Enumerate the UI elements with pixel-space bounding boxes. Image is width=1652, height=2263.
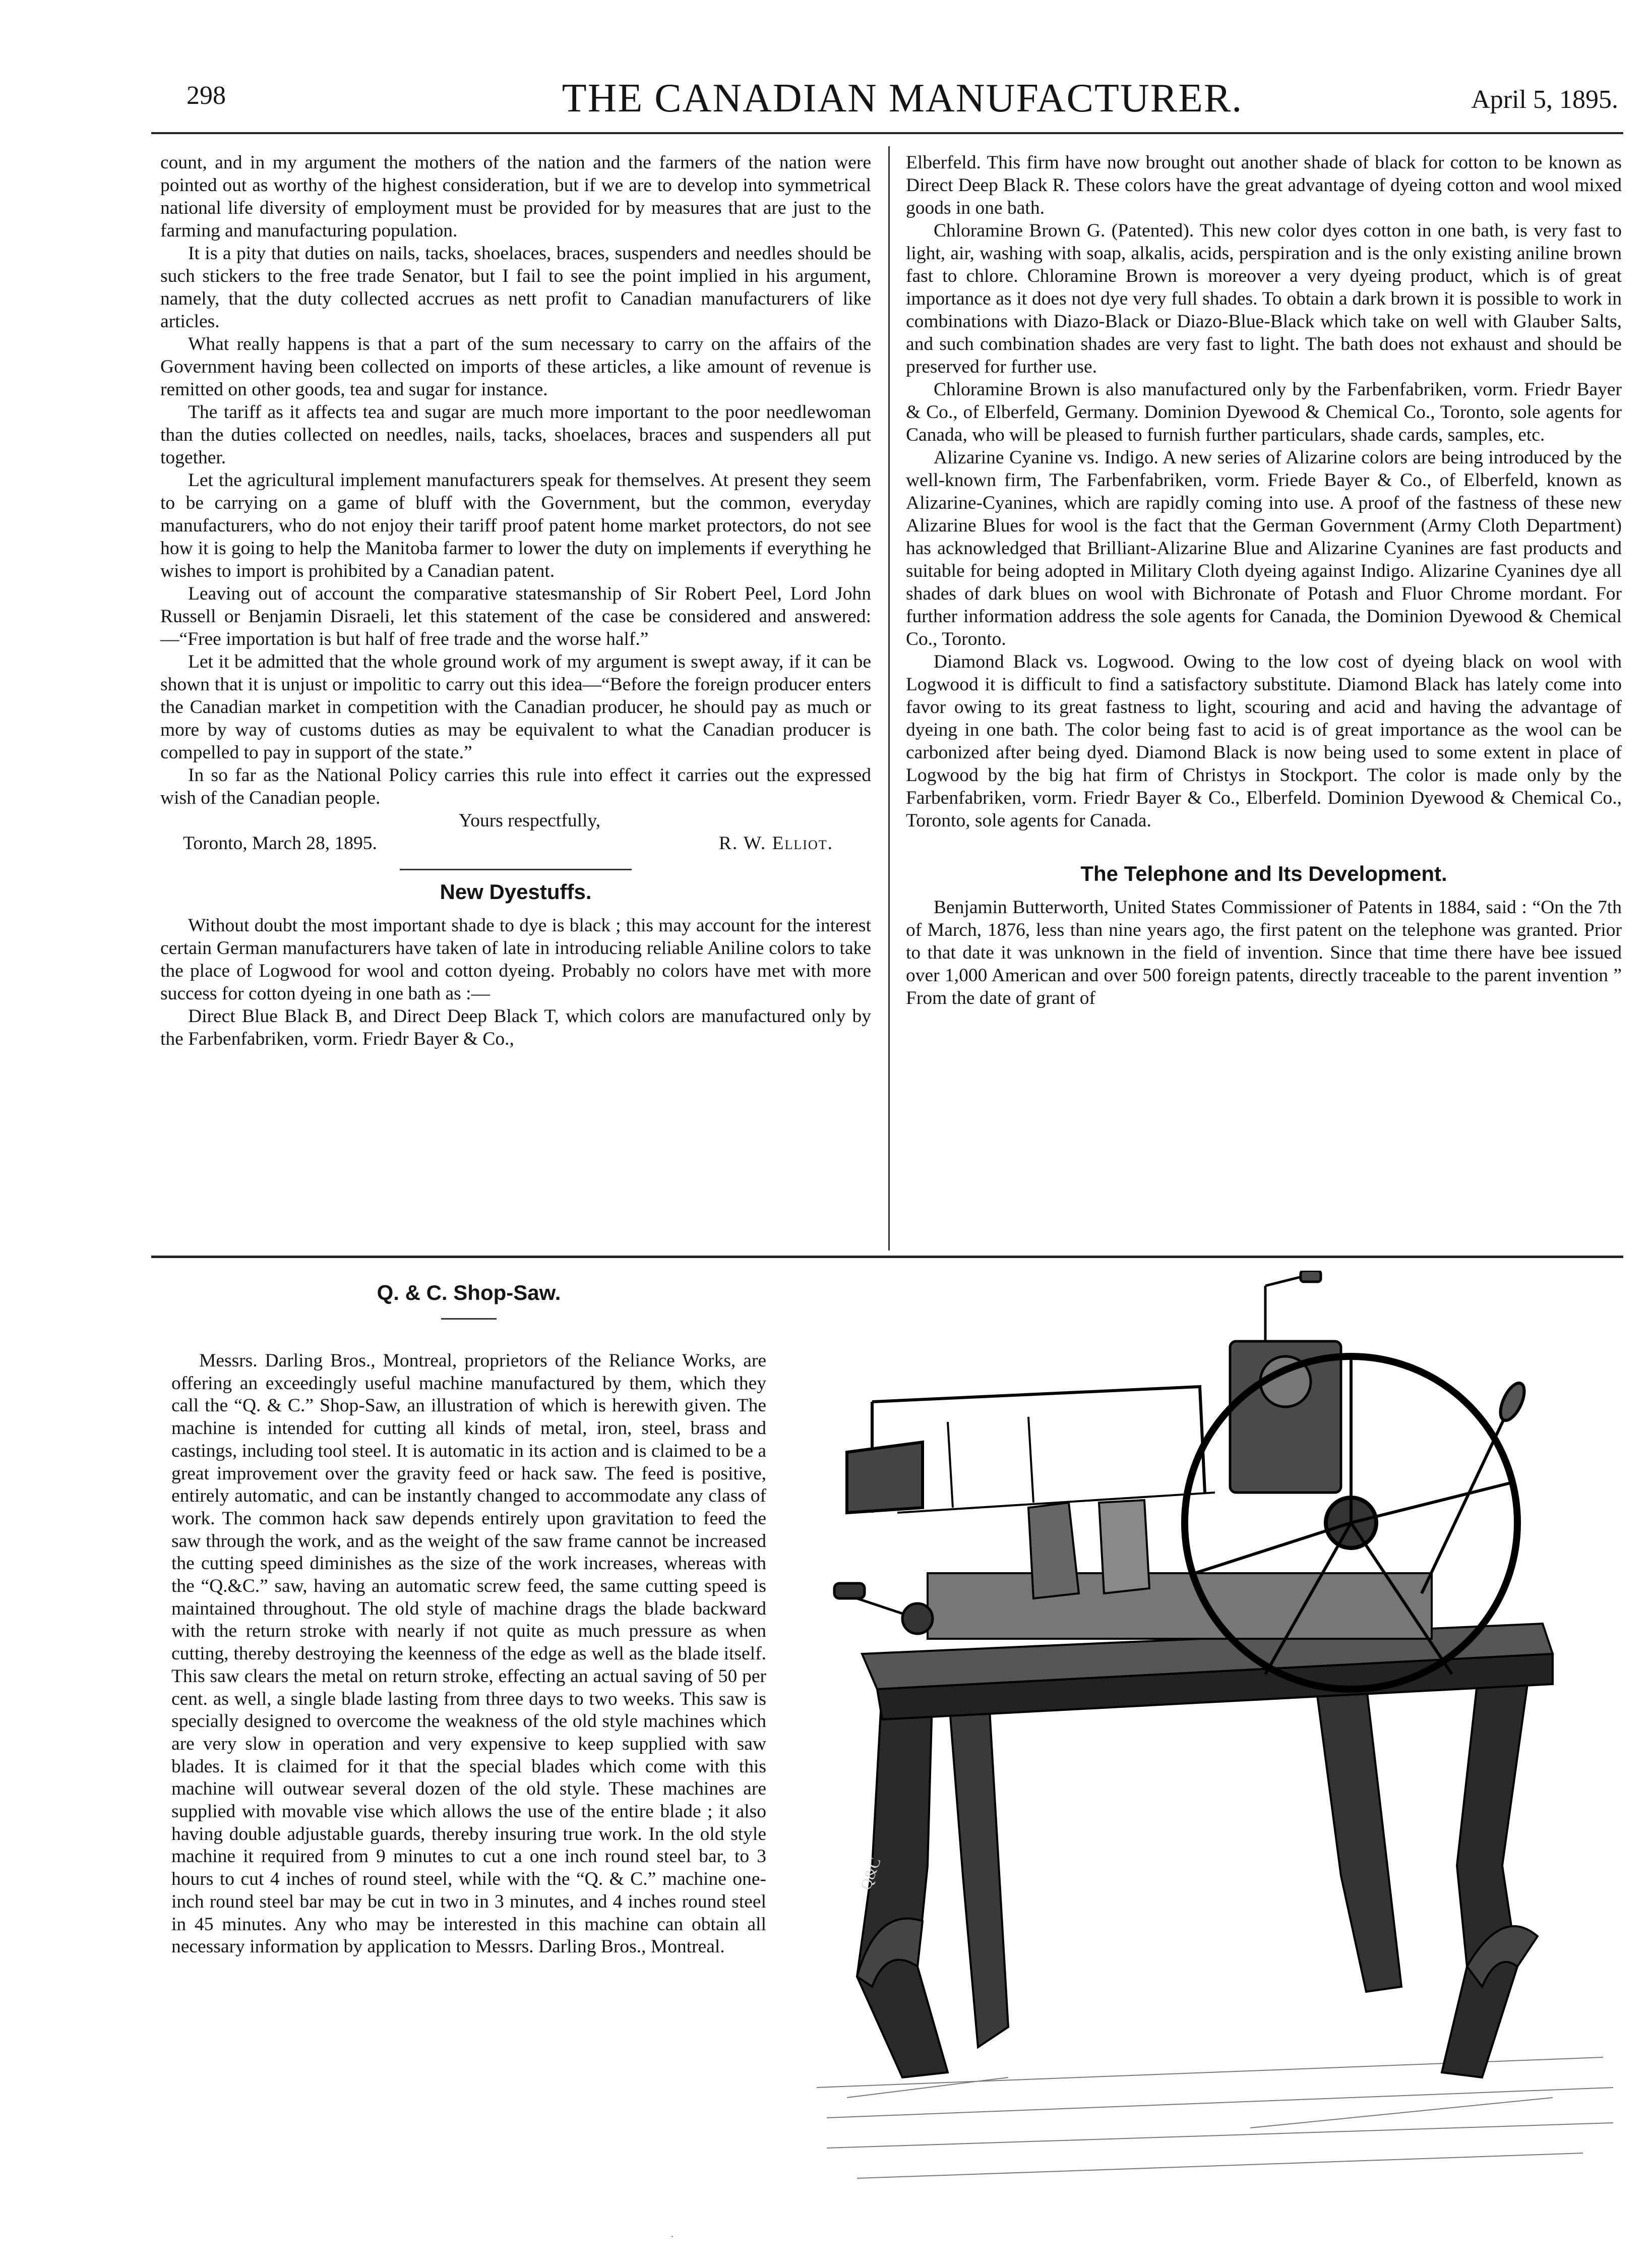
shop-saw-body: Messrs. Darling Bros., Montreal, proprietors of the Reliance Works, are offering an exceedingly useful machine manufactured by them, which they call the “Q. & C.” Shop-Saw, an illustration of which is herewith given. The machine is intended for cutting all kinds of metal, iron, steel, brass and castings, including tool steel. It is automatic in its action and is claimed to be a great improvement over the gravity feed or hack saw. The feed is positive, entirely automatic, and can be instantly changed to accommodate any class of work. The common hack saw depends entirely upon gravitation to feed the saw through the work, and as the weight of the saw frame cannot be increased the cutting speed diminishes as the size of the work increases, whereas with the “Q.&C.” saw, having an automatic screw feed, the same cutting speed is maintained throughout. The old style of machine drags the blade backward with the return stroke with nearly if not quite as much pressure as when cutting, thereby destroying the keenness of the edge as well as the blade itself. This saw clears the metal on return stroke, effecting an actual saving of 50 per cent. as well, a single blade lasting from three days to two weeks. This saw is specially designed to overcome the weakness of the old style machines which are very slow in operation and very expensive to keep supplied with saw blades. It is claimed for it that the special blades which come with this machine will outwear several dozen of the old style. These machines are supplied with movable vise which allows the use of the entire blade ; it also having double adjustable guards, thereby insuring true work. In the old style machine it required from 9 minutes to cut a one inch round steel bar, to 3 hours to cut 4 inches of round steel, while with the “Q. & C.” machine one-inch round steel bar may be cut in two in 3 minutes, and 4 inches round steel in 45 minutes. Any who may be interested in this machine can obtain all necessary information by application to Messrs. Darling Bros., Montreal. [171, 1350, 766, 1957]
saw-frame [847, 1387, 1215, 1513]
dyestuffs-paragraph: Diamond Black vs. Logwood. Owing to the low cost of dyeing black on wool with Logwood it is difficult to find a satisfactory substitute. Diamond Black has lately come into favor owing to its great fastness to light, scouring and acid and having the advantage of dyeing in one bath. The color being fast to acid is of great importance as the wool can be carbonized after being dyed. Diamond Black is now being used to some extent in place of Logwood by the big hat firm of Christys in Stockport. The color is made only by the Farbenfabriken, vorm. Friedr Bayer & Co., Elberfeld. Dominion Dyewood & Chemical Co., Toronto, sole agents for Canada. [906, 651, 1622, 831]
left-column [160, 151, 871, 1050]
machine-legs [857, 1684, 1538, 2077]
machine-bed [862, 1573, 1553, 1719]
letter-paragraph: The tariff as it affects tea and sugar are much more important to the poor needlewoman than the duties collected on needles, nails, tacks, shoelaces, braces and suspenders all put together. [160, 402, 871, 468]
letter-place-date: Toronto, March 28, 1895. [183, 833, 377, 854]
title-underline [441, 1318, 497, 1320]
letter-paragraph: Leaving out of account the comparative statesmanship of Sir Robert Peel, Lord John Russell or Benjamin Disraeli, let this statement of the case be considered and answered:—“Free importation is but half of free trade and the worse half.” [160, 583, 871, 649]
letter-paragraph: count, and in my argument the mothers of the nation and the farmers of the nation were pointed out as worthy of the highest consideration, but if we are to develop into symmetrical national life diversity of employment must be provided for by measures that are just to the farming and manufacturing population. [160, 152, 871, 241]
shop-saw-machine-illustration [797, 1271, 1628, 2209]
letter-paragraph: In so far as the National Policy carries this rule into effect it carries out the expressed wish of the Canadian people. [160, 765, 871, 808]
letter-paragraph: It is a pity that duties on nails, tacks, shoelaces, braces, suspenders and needles should be such stickers to the free trade Senator, but I fail to see the point implied in his argument, namely, that the duty collected accrues as nett profit to Canadian manufacturers of like articles. [160, 243, 871, 332]
shop-saw-title: Q. & C. Shop-Saw. [377, 1281, 561, 1304]
machine-marking: Q&C [857, 1856, 884, 1892]
letter-sign-line [160, 832, 871, 855]
shop-saw-article [171, 1281, 766, 1958]
hand-crank [834, 1583, 933, 1634]
letter-paragraph: Let the agricultural implement manufacturers speak for themselves. At present they seem to be carrying on a game of bluff with the Government, but the common, everyday manufacturers, who do not enjoy their tariff proof patent home market protectors, do not see how it is going to help the Manitoba farmer to lower the duty on implements if everything he wishes to import is prohibited by a Canadian patent. [160, 470, 871, 581]
dyestuffs-title: New Dyestuffs. [440, 880, 592, 904]
dyestuffs-paragraph: Elberfeld. This firm have now brought out another shade of black for cotton to be known as Direct Deep Black R. These colors have the great advantage of dyeing cotton and wool mixed goods in one bath. [906, 152, 1622, 218]
page-header [187, 76, 1618, 126]
dyestuffs-paragraph: Without doubt the most important shade to dye is black ; this may account for the interest certain German manufacturers have taken of late in introducing reliable Aniline colors to take the place of Logwood for wool and cotton dyeing. Probably no colors have met with more success for cotton dyeing in one bath as :— [160, 915, 871, 1004]
gear-housing [1230, 1271, 1341, 1493]
dyestuffs-paragraph: Alizarine Cyanine vs. Indigo. A new series of Alizarine colors are being introduced by the well-known firm, The Farbenfabriken, vorm. Friede Bayer & Co., of Elberfeld, known as Alizarine-Cyanines, which are rapidly coming into use. A proof of the fastness of these new Alizarine Blues for wool is the fact that the German Government (Army Cloth Department) has acknowledged that Brilliant-Alizarine Blue and Alizarine Cyanines are fast products and suitable for being adopted in Military Cloth dyeing against Indigo. Alizarine Cyanines dye all shades of dark blues on wool with Bichronate of Potash and Fluor Chrome mordant. For further information address the sole agents for Canada, the Dominion Dyewood & Chemical Co., Toronto. [906, 447, 1622, 649]
telephone-title: The Telephone and Its Development. [1080, 862, 1447, 885]
header-rule [151, 132, 1623, 134]
dyestuffs-paragraph: Chloramine Brown is also manufactured only by the Farbenfabriken, vorm. Friedr Bayer & Co., of Elberfeld, Germany. Dominion Dyewood & Chemical Co., Toronto, sole agents for Canada, who will be pleased to furnish further particulars, shade cards, samples, etc. [906, 379, 1622, 445]
letter-signature-block [160, 809, 871, 855]
dyestuffs-paragraph: Direct Blue Black B, and Direct Deep Black T, which colors are manufactured only by the Farbenfabriken, vorm. Friedr Bayer & Co., [160, 1006, 871, 1049]
letter-closing: Yours respectfully, [458, 810, 601, 831]
telephone-paragraph: Benjamin Butterworth, United States Commissioner of Patents in 1884, said : “On the 7th of March, 1876, less than nine years ago, the first patent on the telephone was granted. Prior to that date it was unknown in the field of invention. Since that time there have bee issued over 1,000 American and over 500 foreign patents, directly traceable to the parent invention ” From the date of grant of [906, 897, 1622, 1008]
right-column [906, 151, 1622, 1009]
letter-paragraph: What really happens is that a part of the sum necessary to carry on the affairs of the Government having been collected on imports of these articles, a like amount of revenue is remitted on other goods, tea and sugar for instance. [160, 334, 871, 400]
page-number: 298 [187, 81, 226, 110]
page-speck: · [670, 2231, 674, 2242]
issue-date: April 5, 1895. [1471, 85, 1618, 114]
letter-signature: R. W. Elliot. [718, 833, 833, 854]
floor-hatching [817, 2057, 1613, 2178]
section-divider [400, 869, 632, 870]
section-break-rule [151, 1256, 1623, 1258]
letter-paragraph: Let it be admitted that the whole ground work of my argument is swept away, if it can be shown that it is unjust or impolitic to carry out this idea—“Before the foreign producer enters the Canadian market in competition with the Canadian producer, he should pay as much or more by way of customs duties as may be equivalent to what the Canadian producer is compelled to pay in support of the state.” [160, 651, 871, 763]
dyestuffs-paragraph: Chloramine Brown G. (Patented). This new color dyes cotton in one bath, is very fast to light, air, washing with soap, alkalis, acids, perspiration and is the only existing aniline brown fast to chlore. Chloramine Brown is moreover a very dyeing product, which is of great importance as it does not dye very full shades. To obtain a dark brown it is possible to work in combinations with Diazo-Black or Diazo-Blue-Black which take on well with Glauber Salts, and such combination shades are very fast to light. The bath does not exhaust and should be preserved for further use. [906, 220, 1622, 377]
column-divider [888, 146, 890, 1250]
journal-title: THE CANADIAN MANUFACTURER. [562, 76, 1243, 121]
